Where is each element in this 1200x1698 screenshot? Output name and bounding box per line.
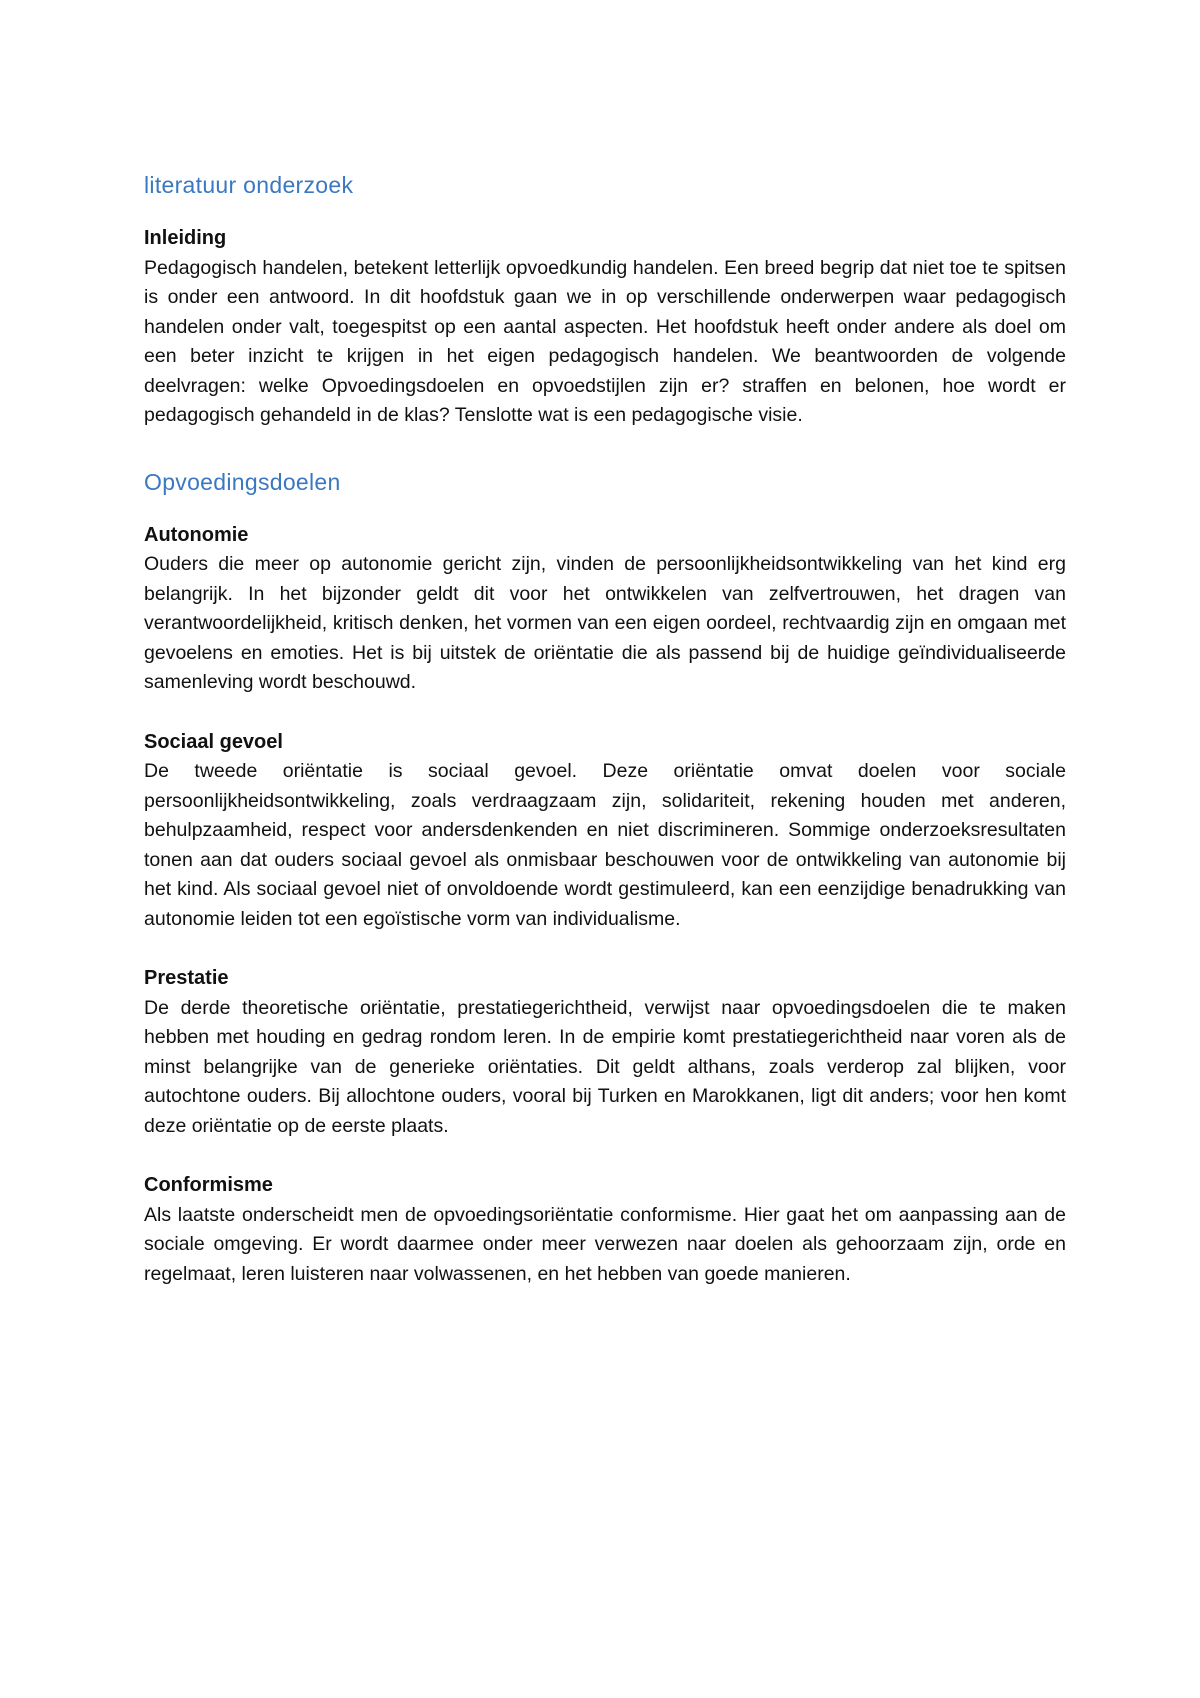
document-page xyxy=(144,170,1066,1289)
spacer xyxy=(144,200,1066,224)
sociaal-gevoel-paragraph: De tweede oriëntatie is sociaal gevoel. Deze oriëntatie omvat doelen voor sociale persoonlijkheidsontwikkeling, zoals verdraagzaam zijn, solidariteit, rekening houden met anderen, behulpzaamheid, respect voor andersdenkenden en niet discrimineren. Sommige onderzoeksresultaten tonen aan dat ouders sociaal gevoel als onmisbaar beschouwen voor de ontwikkeling van autonomie bij het kind. Als sociaal gevoel niet of onvoldoende wordt gestimuleerd, kan een eenzijdige benadrukking van autonomie leiden tot een egoïstische vorm van individualisme. xyxy=(144,760,1066,930)
document-title: literatuur onderzoek xyxy=(144,172,354,198)
autonomie-heading: Autonomie xyxy=(144,523,249,546)
prestatie-paragraph: De derde theoretische oriëntatie, prestatiegerichtheid, verwijst naar opvoedingsdoelen die te maken hebben met houding en gedrag rondom leren. In de empirie komt prestatiegerichtheid naar voren als de minst belangrijke van de generieke oriëntaties. Dit geldt althans, zoals verderop zal blijken, voor autochtone ouders. Bij allochtone ouders, vooral bij Turken en Marokkanen, ligt dit anders; voor hen komt deze oriëntatie op de eerste plaats. xyxy=(144,996,1066,1137)
conformisme-heading: Conformisme xyxy=(144,1174,273,1196)
block-prestatie xyxy=(144,964,1066,1141)
spacer xyxy=(144,1141,1066,1171)
conformisme-paragraph: Als laatste onderscheidt men de opvoedingsoriëntatie conformisme. Hier gaat het om aanpassing aan de sociale omgeving. Er wordt daarmee onder meer verwezen naar doelen als gehoorzaam zijn, orde en regelmaat, leren luisteren naar volwassenen, en het hebben van goede manieren. xyxy=(144,1203,1066,1285)
intro-heading: Inleiding xyxy=(144,227,227,249)
section-title-opvoedingsdoelen: Opvoedingsdoelen xyxy=(144,468,341,495)
spacer xyxy=(144,497,1066,521)
spacer xyxy=(144,934,1066,964)
autonomie-paragraph: Ouders die meer op autonomie gericht zijn, vinden de persoonlijkheidsontwikkeling van het kind erg belangrijk. In het bijzonder geldt dit voor het ontwikkelen van zelfvertrouwen, het dragen van verantwoordelijkheid, kritisch denken, het vormen van een eigen oordeel, rechtvaardig zijn en omgaan met gevoelens en emoties. Het is bij uitstek de oriëntatie die als passend bij de huidige geïndividualiseerde samenleving wordt beschouwd. xyxy=(144,553,1066,693)
sociaal-gevoel-heading: Sociaal gevoel xyxy=(144,730,283,753)
block-conformisme xyxy=(144,1171,1066,1289)
spacer xyxy=(144,698,1066,728)
block-autonomie xyxy=(144,521,1066,698)
spacer xyxy=(144,431,1066,467)
intro-block xyxy=(144,224,1066,431)
prestatie-heading: Prestatie xyxy=(144,967,229,989)
intro-paragraph: Pedagogisch handelen, betekent letterlijk opvoedkundig handelen. Een breed begrip dat niet toe te spitsen is onder een antwoord. In dit hoofdstuk gaan we in op verschillende onderwerpen waar pedagogisch handelen onder valt, toegespitst op een aantal aspecten. Het hoofdstuk heeft onder andere als doel om een beter inzicht te krijgen in het eigen pedagogisch handelen. We beantwoorden de volgende deelvragen: welke Opvoedingsdoelen en opvoedstijlen zijn er? straffen en belonen, hoe wordt er pedagogisch gehandeld in de klas? Tenslotte wat is een pedagogische visie. xyxy=(144,256,1066,426)
block-sociaal-gevoel xyxy=(144,728,1066,935)
